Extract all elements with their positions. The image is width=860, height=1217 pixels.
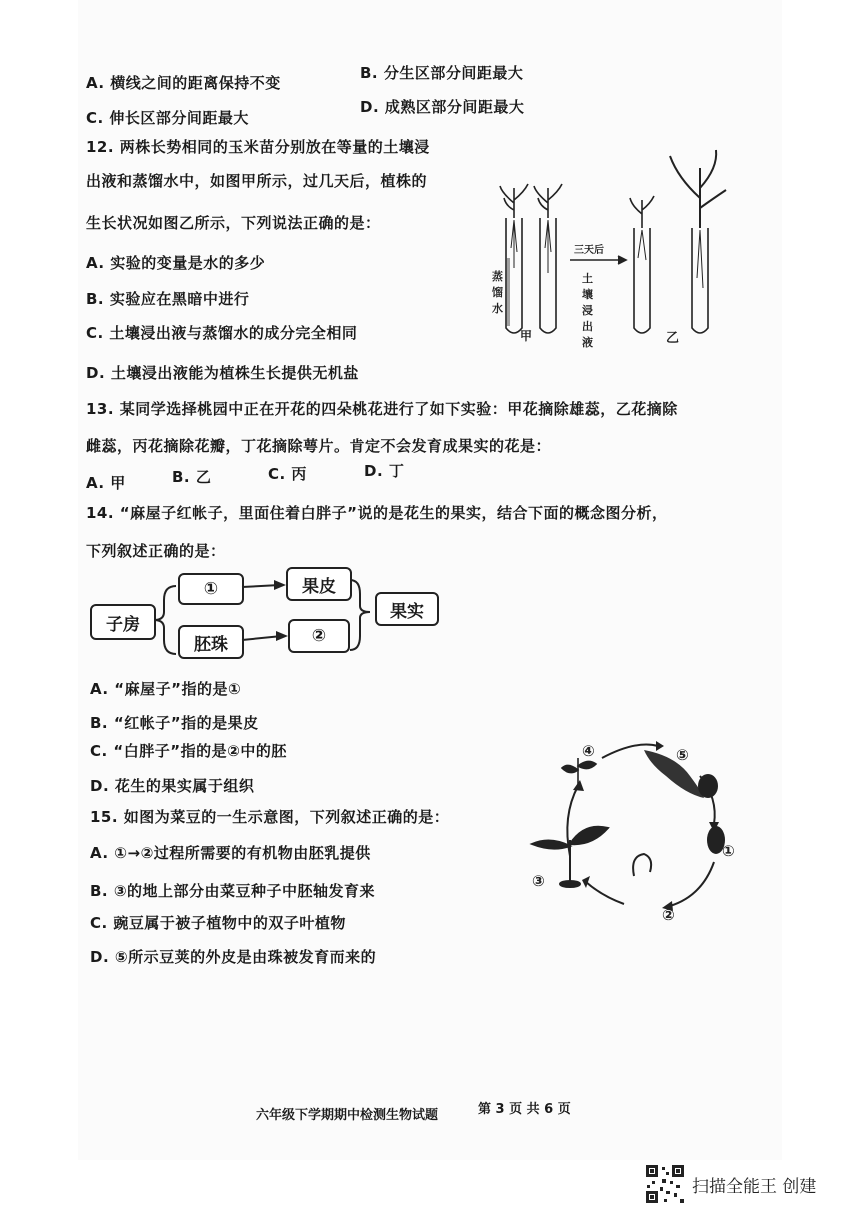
- distilled-water-label-1: 蒸: [492, 270, 503, 283]
- soil-extract-label-5: 液: [582, 336, 593, 348]
- cycle-arrow-1-2: [670, 862, 714, 906]
- bean-pod: [644, 750, 704, 798]
- right-brace: [350, 580, 370, 650]
- concept-box-ovary: 子房: [90, 604, 156, 640]
- q11-option-d: D. 成熟区部分间距最大: [360, 98, 525, 116]
- q15-option-a: A. ①→②过程所需要的有机物由胚乳提供: [90, 844, 371, 862]
- q15-option-c: C. 豌豆属于被子植物中的双子叶植物: [90, 914, 346, 932]
- concept-box-pericarp: 果皮: [286, 567, 352, 601]
- q13-stem-line1: 13. 某同学选择桃园中正在开花的四朵桃花进行了如下实验：甲花摘除雄蕊，乙花摘除: [86, 400, 678, 418]
- distilled-water-label-2: 馏: [492, 286, 503, 299]
- scanner-watermark: 扫描全能王 创建: [692, 1177, 817, 1197]
- cycle-label-4: ④: [582, 742, 595, 760]
- label-jia: 甲: [520, 329, 533, 343]
- q11-option-b: B. 分生区部分间距最大: [360, 64, 524, 82]
- footer-page-number: 第 3 页 共 6 页: [478, 1102, 571, 1117]
- q14-stem-line1: 14. “麻屋子红帐子，里面住着白胖子”说的是花生的果实，结合下面的概念图分析，: [86, 504, 668, 522]
- three-days-label: 三天后: [574, 245, 604, 256]
- q12-option-d: D. 土壤浸出液能为植株生长提供无机盐: [86, 364, 359, 382]
- corn-seedling-1: [500, 184, 528, 218]
- q12-option-a: A. 实验的变量是水的多少: [86, 254, 266, 272]
- q13-option-d: D. 丁: [364, 462, 405, 480]
- q14-option-b: B. “红帐子”指的是果皮: [90, 714, 259, 732]
- label-yi: 乙: [666, 331, 680, 346]
- cycle-label-3: ③: [532, 872, 545, 890]
- q15-stem: 15. 如图为菜豆的一生示意图，下列叙述正确的是：: [90, 808, 450, 826]
- bean-life-cycle-figure: [526, 736, 752, 926]
- soil-extract-label-2: 壤: [582, 288, 593, 301]
- cycle-label-2: ②: [662, 906, 675, 924]
- cycle-arrow-2-3: [586, 882, 624, 904]
- q12-option-b: B. 实验应在黑暗中进行: [86, 290, 250, 308]
- concept-diagram-connectors: [150, 560, 390, 670]
- small-seedling: [630, 196, 654, 228]
- concept-box-ovule: 胚珠: [178, 625, 244, 659]
- q13-option-c: C. 丙: [268, 465, 307, 483]
- q14-option-a: A. “麻屋子”指的是①: [90, 680, 242, 698]
- q12-option-c: C. 土壤浸出液与蒸馏水的成分完全相同: [86, 324, 358, 342]
- concept-box-1: ①: [178, 573, 244, 605]
- q12-stem-line3: 生长状况如图乙所示，下列说法正确的是：: [86, 214, 381, 232]
- q13-stem-line2: 雌蕊，丙花摘除花瓣，丁花摘除萼片。肯定不会发育成果实的花是：: [86, 437, 552, 455]
- q11-option-a: A. 横线之间的距离保持不变: [86, 74, 281, 92]
- tube-4: [692, 228, 708, 333]
- test-tube-figure: [478, 148, 738, 348]
- soil-extract-label-1: 土: [582, 272, 593, 285]
- tube-3: [634, 228, 650, 333]
- q14-option-d: D. 花生的果实属于组织: [90, 777, 255, 795]
- q12-stem-line1: 12. 两株长势相同的玉米苗分别放在等量的土壤浸: [86, 138, 430, 156]
- left-brace: [154, 586, 176, 654]
- q15-option-b: B. ③的地上部分由菜豆种子中胚轴发育来: [90, 882, 376, 900]
- q13-option-b: B. 乙: [172, 468, 212, 486]
- q12-stem-line2: 出液和蒸馏水中，如图甲所示，过几天后，植株的: [86, 172, 428, 190]
- soil-extract-label-4: 出: [582, 320, 593, 333]
- concept-box-2: ②: [288, 619, 350, 653]
- cycle-label-5: ⑤: [676, 746, 689, 764]
- tall-seedling: [670, 150, 726, 228]
- soil-extract-label-3: 浸: [582, 304, 593, 317]
- q14-stem-line2: 下列叙述正确的是：: [86, 542, 226, 560]
- footer-exam-title: 六年级下学期期中检测生物试题: [256, 1108, 439, 1123]
- corn-seedling-2: [534, 184, 562, 218]
- qr-code-icon: [644, 1163, 686, 1205]
- q13-option-a: A. 甲: [86, 474, 126, 492]
- q14-option-c: C. “白胖子”指的是②中的胚: [90, 742, 287, 760]
- germinating-seed: [633, 854, 651, 876]
- q15-option-d: D. ⑤所示豆荚的外皮是由珠被发育而来的: [90, 948, 377, 966]
- cycle-label-1: ①: [722, 842, 735, 860]
- concept-box-fruit: 果实: [375, 592, 439, 626]
- q11-option-c: C. 伸长区部分间距最大: [86, 109, 249, 127]
- distilled-water-label-3: 水: [492, 302, 503, 315]
